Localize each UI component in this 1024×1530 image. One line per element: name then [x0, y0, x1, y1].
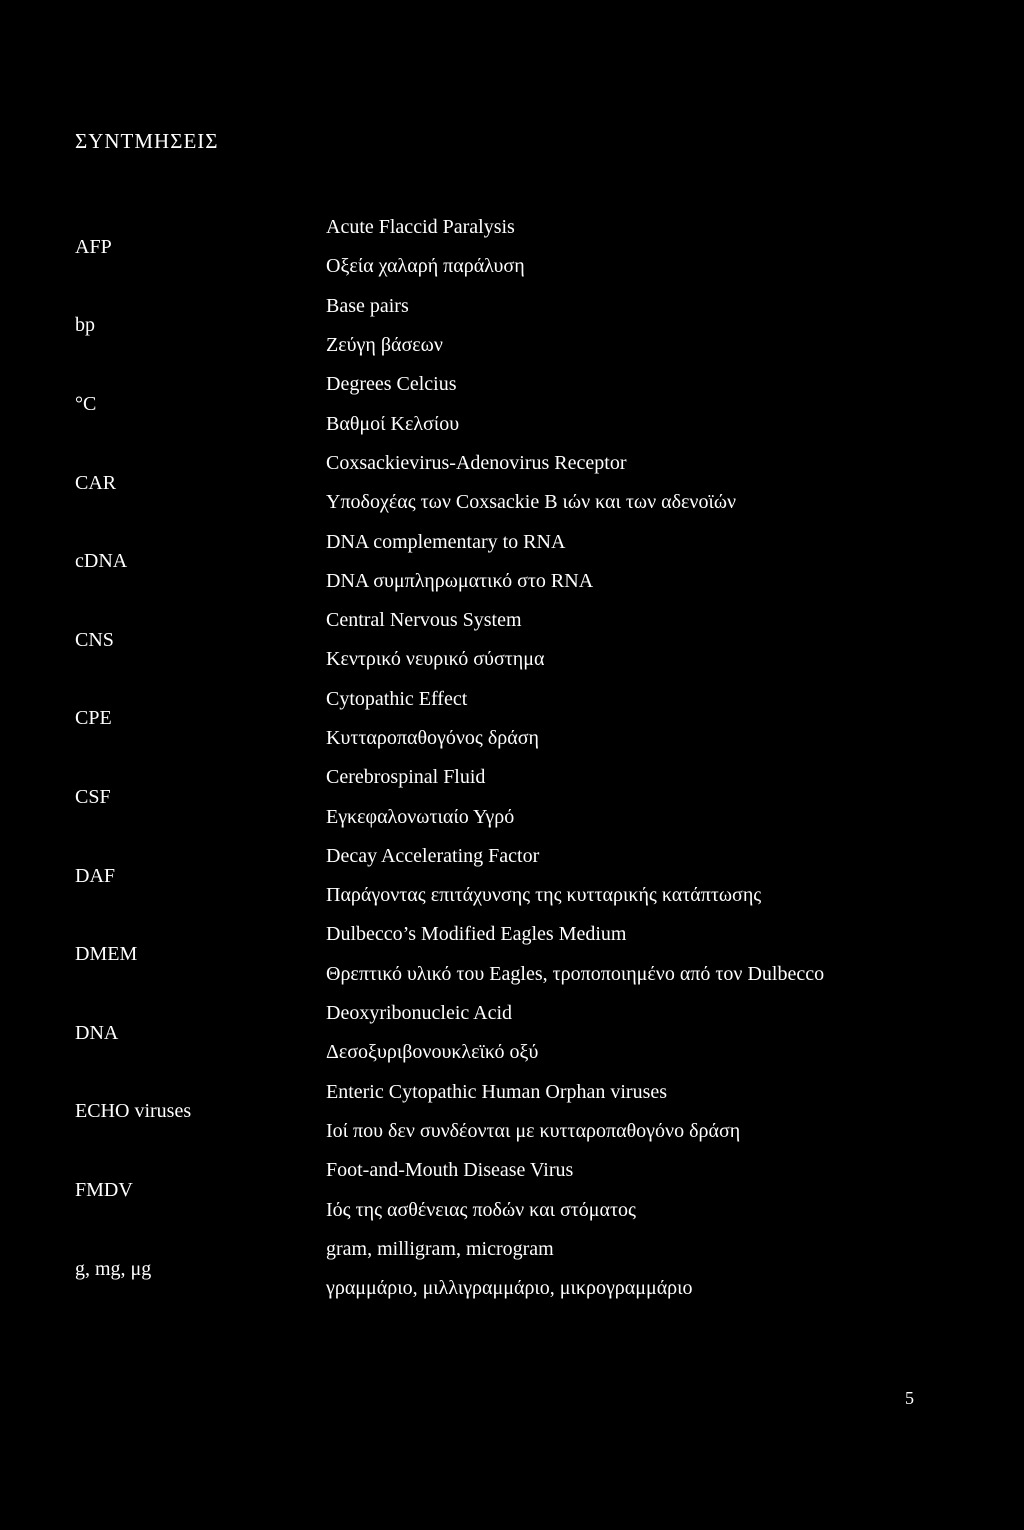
abbreviation-entry	[0, 522, 1024, 601]
abbreviation-entry	[0, 915, 1024, 994]
abbreviation-entry	[0, 994, 1024, 1073]
abbreviation-definitions	[326, 444, 736, 523]
definition-greek: Κυτταροπαθογόνος δράση	[326, 727, 539, 749]
abbreviation-term: CPE	[75, 707, 112, 730]
abbreviation-entry	[0, 601, 1024, 680]
definition-english: Enteric Cytopathic Human Orphan viruses	[326, 1080, 668, 1103]
abbreviation-definitions	[326, 680, 539, 759]
abbreviation-term: FMDV	[75, 1178, 133, 1201]
abbreviation-definitions	[326, 1230, 693, 1309]
definition-english: gram, milligram, microgram	[326, 1237, 554, 1260]
definition-greek: Κεντρικό νευρικό σύστημα	[326, 648, 545, 671]
abbreviation-term: °C	[75, 392, 97, 415]
abbreviations-list	[0, 208, 1024, 1308]
abbreviation-definitions	[326, 601, 544, 680]
abbreviation-term: CAR	[75, 471, 117, 494]
abbreviation-entry	[0, 287, 1024, 366]
abbreviation-term: DNA	[75, 1021, 119, 1044]
abbreviation-entry	[0, 1151, 1024, 1230]
definition-greek: Δεσοξυριβονουκλεϊκό οξύ	[326, 1041, 539, 1064]
abbreviation-term: DAF	[75, 864, 116, 887]
abbreviation-term: DMEM	[75, 943, 138, 966]
abbreviation-entry	[0, 680, 1024, 759]
definition-english: Coxsackievirus-Adenovirus Receptor	[326, 451, 627, 474]
definition-english: Foot-and-Mouth Disease Virus	[326, 1159, 574, 1182]
definition-greek: DNA συμπληρωματικό στο RNA	[326, 569, 594, 592]
abbreviation-definitions	[326, 208, 525, 287]
definition-english: Degrees Celcius	[326, 373, 457, 396]
abbreviation-term: CNS	[75, 628, 114, 651]
definition-greek: Ιός της ασθένειας ποδών και στόματος	[326, 1198, 636, 1221]
definition-english: Cytopathic Effect	[326, 687, 468, 710]
abbreviation-definitions	[326, 758, 514, 837]
definition-greek: Βαθμοί Κελσίου	[326, 412, 460, 435]
abbreviation-definitions	[326, 994, 538, 1073]
abbreviation-entry	[0, 1073, 1024, 1152]
abbreviation-entry	[0, 837, 1024, 916]
definition-english: Decay Accelerating Factor	[326, 844, 540, 867]
abbreviation-entry	[0, 444, 1024, 523]
definition-english: Deoxyribonucleic Acid	[326, 1002, 513, 1025]
abbreviation-definitions	[326, 522, 593, 601]
definition-english: Cerebrospinal Fluid	[326, 766, 486, 789]
abbreviation-entry	[0, 208, 1024, 287]
abbreviation-term: ECHO viruses	[75, 1100, 192, 1123]
abbreviation-term: AFP	[75, 235, 112, 258]
abbreviation-definitions	[326, 837, 761, 916]
abbreviation-definitions	[326, 1073, 740, 1152]
definition-greek: γραμμάριο, μιλλιγραμμάριο, μικρογραμμάριο	[326, 1277, 693, 1300]
definition-greek: Ιοί που δεν συνδέονται με κυτταροπαθογόνο δράση	[326, 1119, 741, 1142]
definition-greek: Εγκεφαλονωτιαίο Υγρό	[326, 805, 515, 828]
abbreviation-entry	[0, 1230, 1024, 1309]
abbreviation-term: CSF	[75, 785, 111, 808]
abbreviation-definitions	[326, 915, 824, 994]
abbreviation-entry	[0, 758, 1024, 837]
definition-english: Dulbecco’s Modified Eagles Medium	[326, 923, 627, 946]
definition-greek: Υποδοχέας των Coxsackie B ιών και των αδενοϊών	[326, 491, 737, 514]
definition-greek: Οξεία χαλαρή παράλυση	[326, 255, 525, 278]
definition-english: Base pairs	[326, 294, 409, 317]
page-title: ΣΥΝΤΜΗΣΕΙΣ	[75, 129, 219, 153]
page-number: 5	[905, 1388, 914, 1408]
definition-greek: Ζεύγη βάσεων	[326, 334, 443, 357]
abbreviation-term: g, mg, μg	[75, 1257, 152, 1280]
definition-english: DNA complementary to RNA	[326, 530, 566, 553]
abbreviation-term: bp	[75, 314, 95, 337]
abbreviation-definitions	[326, 1151, 636, 1230]
abbreviation-definitions	[326, 365, 459, 444]
definition-greek: Θρεπτικό υλικό του Eagles, τροποποιημένο από τον Dulbecco	[326, 962, 825, 985]
definition-english: Acute Flaccid Paralysis	[326, 216, 515, 239]
definition-greek: Παράγοντας επιτάχυνσης της κυτταρικής κατάπτωσης	[326, 884, 762, 907]
abbreviation-definitions	[326, 287, 443, 366]
abbreviation-term: cDNA	[75, 550, 128, 573]
definition-english: Central Nervous System	[326, 609, 522, 632]
abbreviation-entry	[0, 365, 1024, 444]
